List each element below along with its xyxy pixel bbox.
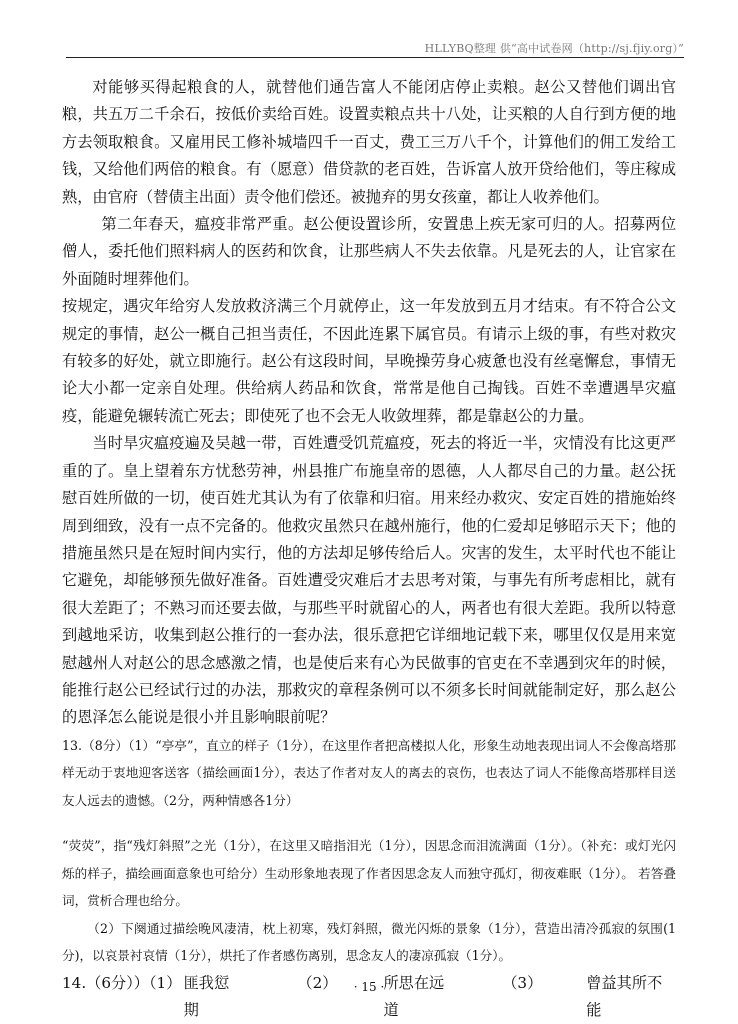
page-number: · 15 · <box>353 980 385 994</box>
answer-14-2: 所思在远道 <box>383 973 445 1019</box>
answer-13-part1: 13.（8分）（1）“亭亭”，直立的样子（1分），在这里作者把高楼拟人化，形象生动地表现出词人不会像高塔那样无动于衷地迎客送客（描绘画面1分），表达了作者对友人的离去的哀伤，也表达了词人不能像高塔那样目送友人远去的遗憾。（2分，两种情感各1分） <box>62 737 676 808</box>
answer-14-num3: （3） <box>502 973 543 992</box>
paragraph-1: 对能够买得起粮食的人，就替他们通告富人不能闭店停止卖粮。赵公又替他们调出官粮，共五万二千余石，按低价卖给百姓。设置卖粮点共十八处，让买粮的人自行到方便的地方去领取粮食。又雇用民工修补城墙四千一百丈，费工三万八千个，计算他们的佣工发给工钱，又给他们两倍的粮食。有（愿意）借贷款的老百姓，告诉富人放开贷给他们，等庄稼成熟，由官府（替债主出面）责令他们偿还。被抛弃的男女孩童，都让人收养他们。 <box>62 78 676 206</box>
header-divider <box>66 57 684 58</box>
answer-14-num2: （2） <box>297 973 338 992</box>
paragraph-4: 当时旱灾瘟疫遍及吴越一带，百姓遭受饥荒瘟疫，死去的将近一半，灾情没有比这更严重的了。皇上望着东方忧愁劳神，州县推广布施皇帝的恩德，人人都尽自己的力量。赵公抚慰百姓所做的一切，使百姓尤其认为有了依靠和归宿。用来经办救灾、安定百姓的措施始终周到细致，没有一点不完备的。他救灾虽然只在越州施行，他的仁爱却足够昭示天下；他的措施虽然只是在短时间内实行，他的方法却足够传给后人。灾害的发生，太平时代也不能让它避免，却能够预先做好准备。百姓遭受灾难后才去思考对策，与事先有所考虑相比，就有很大差距了；不熟习而还要去做，与那些平时就留心的人，两者也有很大差距。我所以特意到越地采访，收集到赵公推行的一套办法，很乐意把它详细地记载下来，哪里仅仅是用来宽慰越州人对赵公的思念感激之情，也是使后来有心为民做事的官吏在不幸遇到灾年的时候，能推行赵公已经试行过的办法，那救灾的章程条例可以不须多长时间就能制定好，那么赵公的恩泽怎么能说是很小并且影响眼前呢？ <box>62 434 676 727</box>
answer-14-1: 匪我愆期 <box>183 973 230 1019</box>
answer-13-part1-cont: “荧荧”，指“残灯斜照”之光（1分），在这里又暗指泪光（1分），因思念而泪流满面（1分）。（补充：或灯光闪烁的样子，描绘画面意象也可给分）生动形象地表现了作者因思念友人而独守孤灯，彻夜难眠（1分）。 若答叠词，赏析合理也给分。 <box>62 838 676 909</box>
answer-14 <box>62 970 676 1024</box>
paragraph-3: 按规定，遇灾年给穷人发放救济满三个月就停止，这一年发放到五月才结束。有不符合公文规定的事情，赵公一概自己担当责任，不因此连累下属官员。有请示上级的事，有些对救灾有较多的好处，就立即施行。赵公有这段时间，早晚操劳身心疲惫也没有丝毫懈怠，事情无论大小都一定亲自处理。供给病人药品和饮食，常常是他自己掏钱。百姓不幸遭遇旱灾瘟疫，能避免辗转流亡死去；即使死了也不会无人收敛埋葬，都是靠赵公的力量。 <box>62 297 676 425</box>
answer-13-part2: （2）下阕通过描绘晚风凄清，枕上初寒，残灯斜照，微光闪烁的景象（1分），营造出清冷孤寂的氛围(1分)，以哀景衬哀情（1分），烘托了作者感伤离别，思念友人的凄凉孤寂（1分）。 <box>62 920 676 964</box>
document-body <box>62 74 676 1024</box>
answer-14-3: 曾益其所不能 <box>586 973 663 1019</box>
source-header: HLLYBQ整理 供“高中试卷网（http://sj.fjiy.org）” <box>424 42 684 55</box>
answer-14-label: 14.（6分））（1） <box>62 973 182 992</box>
paragraph-2: 第二年春天，瘟疫非常严重。赵公便设置诊所，安置患上疾无家可归的人。招募两位僧人，委托他们照料病人的医药和饮食，让那些病人不失去依靠。凡是死去的人，让官家在外面随时埋葬他们。 <box>62 215 676 288</box>
